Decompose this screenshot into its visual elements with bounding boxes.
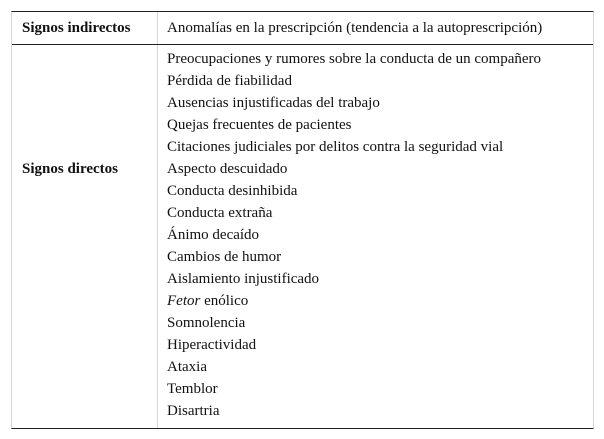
signs-table: [11, 11, 594, 429]
direct-sign-item: Conducta extraña: [167, 205, 273, 221]
direct-sign-item: Cambios de humor: [167, 249, 282, 265]
direct-sign-item: Ánimo decaído: [167, 227, 260, 243]
direct-sign-item: Temblor: [167, 381, 218, 397]
direct-sign-item-rest: enólico: [200, 293, 249, 309]
indirect-signs-row: [12, 12, 593, 45]
direct-sign-item: Disartria: [167, 403, 220, 419]
direct-sign-item-italic: Fetor: [167, 293, 201, 309]
direct-sign-item: Somnolencia: [167, 315, 246, 331]
direct-sign-item: Citaciones judiciales por delitos contra la seguridad vial: [167, 139, 504, 155]
direct-sign-item: Pérdida de fiabilidad: [167, 73, 292, 89]
indirect-signs-value: Anomalías en la prescripción (tendencia a la autoprescripción): [167, 20, 543, 36]
direct-sign-item: Ausencias injustificadas del trabajo: [167, 95, 380, 111]
indirect-signs-label: Signos indirectos: [22, 20, 131, 36]
direct-signs-list: [167, 50, 541, 424]
direct-sign-item: Conducta desinhibida: [167, 183, 298, 199]
direct-sign-item: Quejas frecuentes de pacientes: [167, 117, 352, 133]
direct-sign-item: [167, 292, 541, 314]
direct-sign-item: Preocupaciones y rumores sobre la conducta de un compañero: [167, 51, 542, 67]
direct-sign-item: Aislamiento injustificado: [167, 271, 320, 287]
direct-sign-item: Hiperactividad: [167, 337, 257, 353]
direct-signs-label: Signos directos: [22, 161, 118, 177]
direct-sign-item: Aspecto descuidado: [167, 161, 288, 177]
direct-sign-item: Ataxia: [167, 359, 207, 375]
column-divider: [157, 12, 158, 428]
